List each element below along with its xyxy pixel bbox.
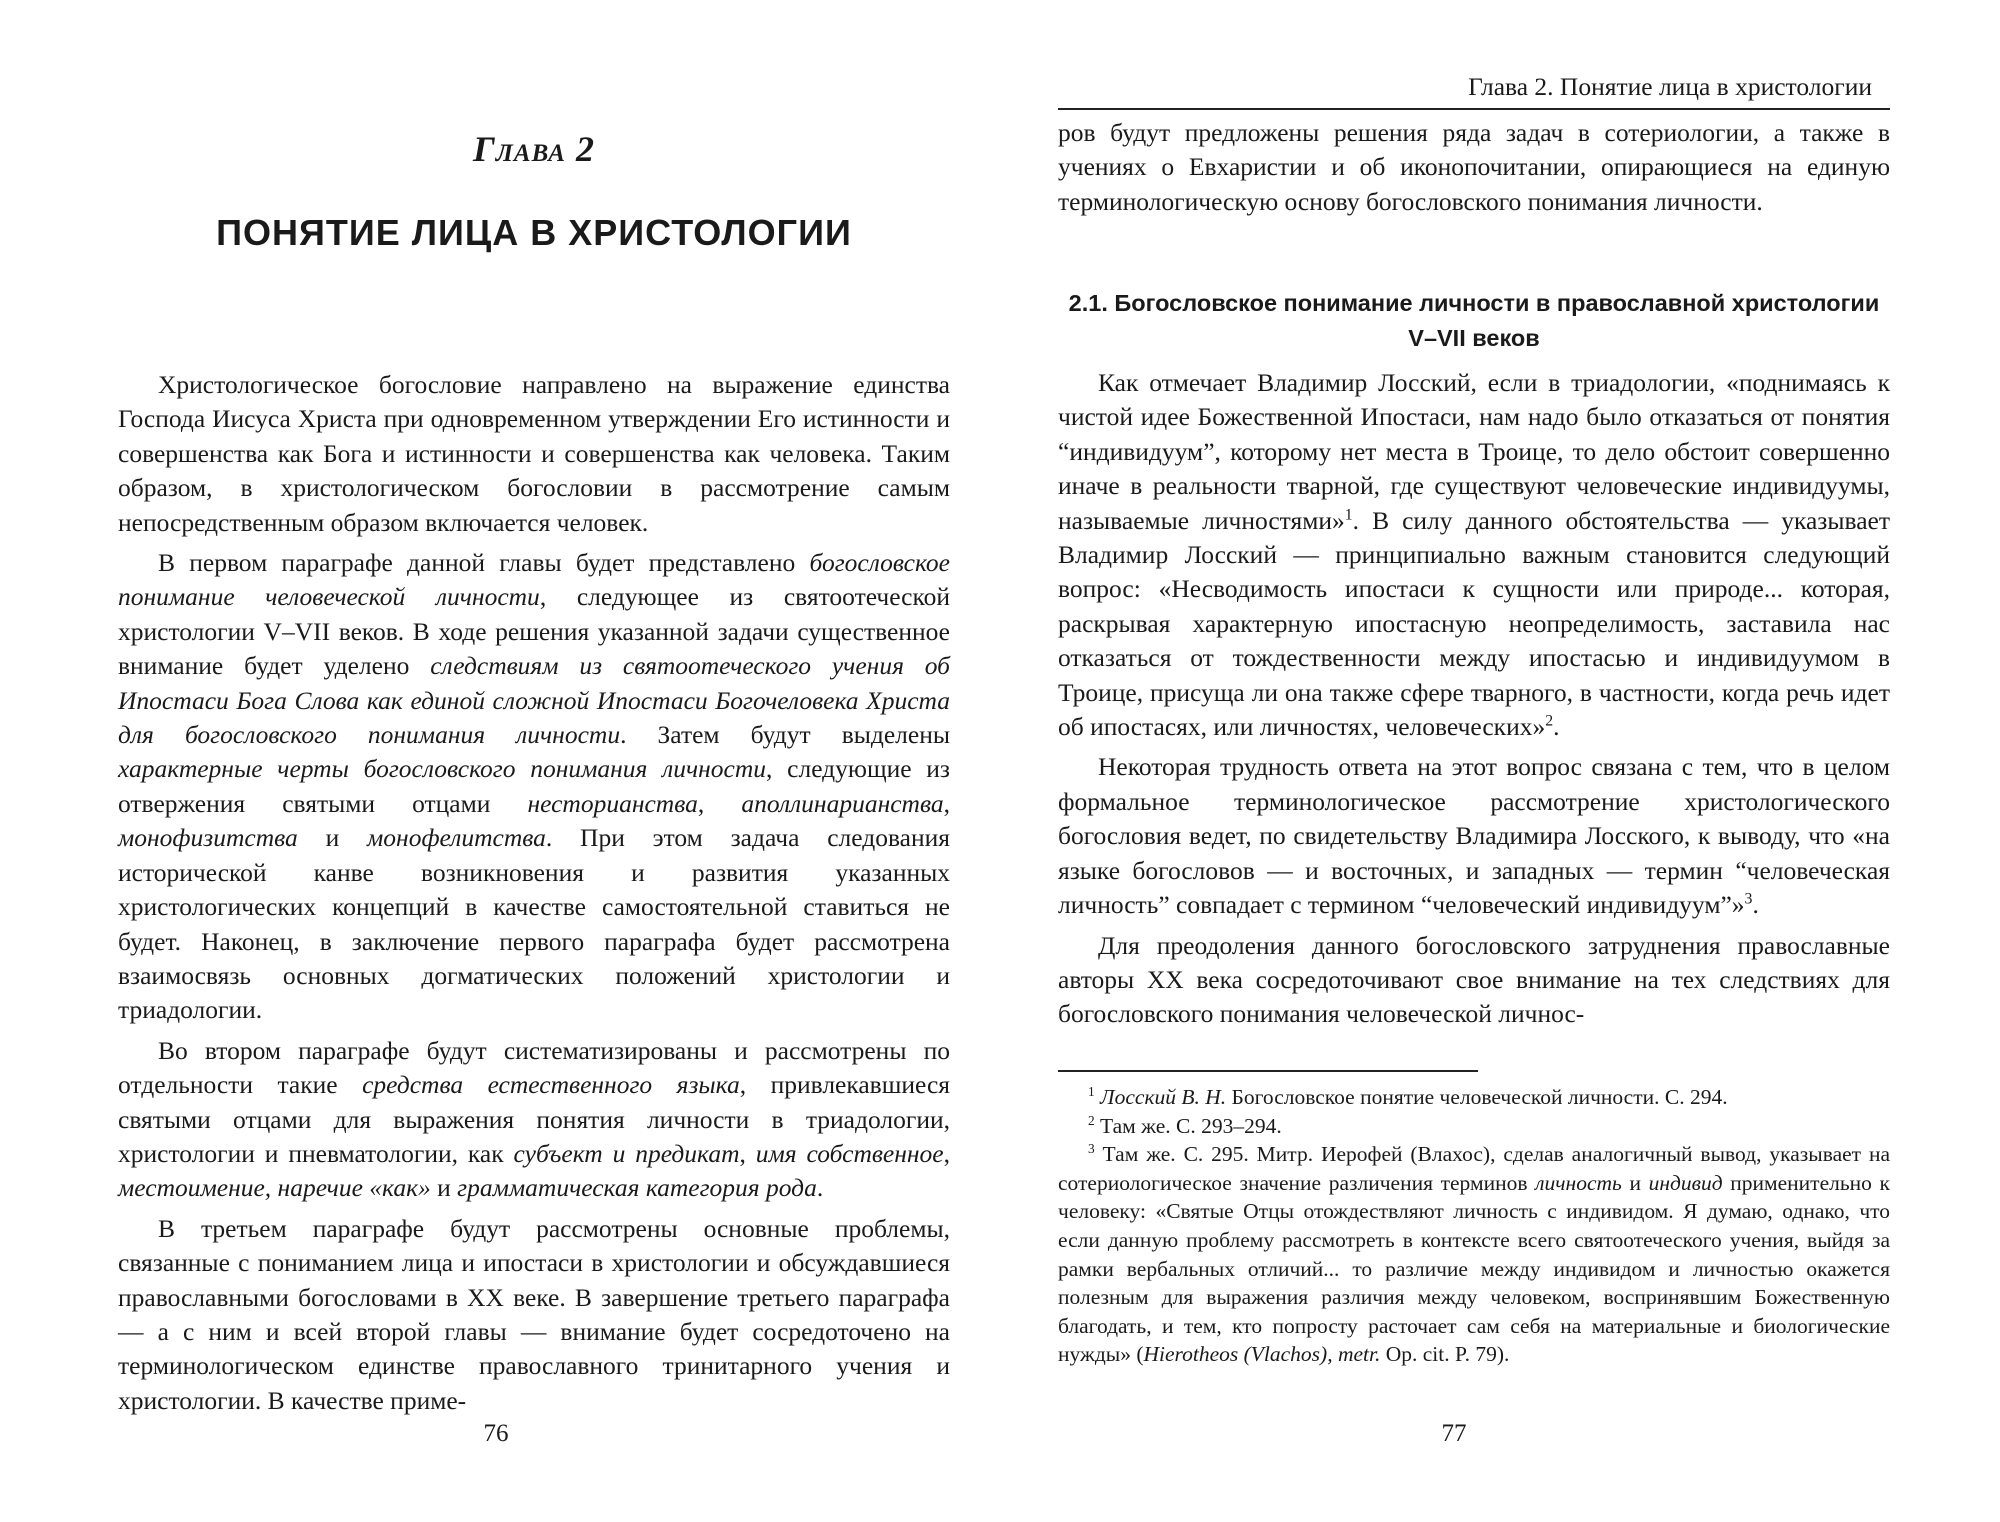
chapter-label: Глава 2	[473, 129, 595, 169]
text-run: .	[816, 1173, 824, 1203]
footnote-marker: 3	[1744, 890, 1753, 908]
footnotes	[1058, 1083, 1890, 1369]
italic-text: местоимение, наречие «как»	[118, 1173, 431, 1203]
text-run: ,	[943, 788, 950, 818]
italic-text: личность	[1535, 1170, 1622, 1195]
body-paragraph	[1058, 366, 1890, 744]
text-run: Некоторая трудность ответа на этот вопрос связана с тем, что в целом формальное терминологическое рассмотрение христологического богословия ведет, по свидетельству Владимира Лосского, к выводу, что «на языке богословов — и восточных, и западных — термин “человеческая личность” совпадает с термином “человеческий индивидуум”»	[1058, 752, 1890, 920]
text-run: Для преодоления данного богословского затруднения православные авторы XX века сосредоточивают свое внимание на тех следствиях для богословского понимания человеческой личнос-	[1058, 930, 1890, 1029]
text-run: Там же. С. 295. Митр. Иерофей (Влахос), сделав аналогичный вывод, указывает на сотериологическое значение различения терминов	[1058, 1142, 1890, 1195]
text-run: , привлекавшиеся святыми отцами для выражения понятия личности в триадологии, христологии и пневматологии, как	[118, 1070, 951, 1168]
text-run: и	[430, 1173, 458, 1203]
text-run: . При этом задача следования исторической канве возникновения и развития указанных христологических концепций в качестве самостоятельной ставиться не будет. Наконец, в заключение первого параграфа будет рассмотрена взаимосвязь основных догматических положений христологии и триадологии.	[118, 823, 950, 1025]
italic-text: аполлинарианства	[741, 788, 944, 818]
italic-text: монофизитства	[118, 823, 298, 853]
chapter-title: ПОНЯТИЕ ЛИЦА В ХРИСТОЛОГИИ	[216, 212, 852, 253]
continuation-paragraph	[1058, 116, 1890, 219]
body-paragraph	[118, 368, 950, 540]
text-run: .	[1752, 890, 1759, 920]
footnote	[1058, 1112, 1890, 1141]
text-run: ,	[739, 1138, 756, 1168]
italic-text: следствиям из святоотеческого учения об Ипостаси Бога Слова как единой сложной Ипостаси Богочеловека Христа для богословского понимания личности	[118, 651, 950, 750]
text-run: Там же. С. 293–294.	[1094, 1113, 1282, 1138]
section-heading: 2.1. Богословское понимание личности в православной христологии V–VII веков	[1068, 290, 1880, 351]
footnote-marker: 3	[1088, 1141, 1095, 1157]
italic-text: средства естественного языка	[362, 1070, 740, 1100]
left-body-text	[118, 368, 950, 1424]
text-run: Во втором параграфе будут систематизированы и рассмотрены по отдельности такие	[118, 1035, 950, 1100]
footnote-marker: 1	[1344, 506, 1353, 524]
italic-text: монофелитства	[367, 823, 546, 853]
footnote-marker: 2	[1545, 712, 1554, 730]
italic-text: Лосский В. Н.	[1100, 1085, 1227, 1109]
right-body-text	[1058, 366, 1890, 1038]
text-run: .	[1553, 712, 1560, 742]
italic-text: несторианства	[527, 788, 698, 818]
text-run: Как отмечает Владимир Лосский, если в триадологии, «поднимаясь к чистой идее Божественной Ипостаси, нам надо было отказаться от понятия “индивидуум”, которому нет места в Троице, то дело обстоит совершенно иначе в реальности тварной, где существуют человеческие индивидуумы, называемые личностями»	[1058, 368, 1890, 535]
italic-text: богословское понимание человеческой личности	[118, 548, 950, 612]
text-run: применительно к человеку: «Святые Отцы отождествляют личность с индивидом. Я думаю, однако, что если данную проблему рассмотреть в контексте всего святоотеческого учения, выйдя за рамки вербальных отличий... то различие между индивидом и личностью окажется полезным для выражения различия между человеком, воспринявшим Божественную благодать, и тем, кто попросту расточает сам себя на материальные и биологические нужды» (	[1058, 1170, 1890, 1367]
text-run: Христологическое богословие направлено на выражение единства Господа Иисуса Христа при одновременном утверждении Его истинности и совершенства как Бога и истинности и совершенства как человека. Таким образом, в христологическом богословии в рассмотрение самым непосредственным образом включается человек.	[118, 370, 950, 537]
footnote	[1058, 1083, 1890, 1112]
running-head: Глава 2. Понятие лица в христологии	[1468, 72, 1872, 101]
page-number: 77	[1441, 1420, 1467, 1447]
text-run: и	[1621, 1170, 1649, 1195]
body-paragraph	[118, 1034, 950, 1206]
body-paragraph	[118, 546, 950, 1028]
text-run: , следующие из отвержения святыми отцами	[118, 754, 950, 818]
header-rule	[1058, 108, 1890, 110]
footnote-marker: 1	[1088, 1083, 1095, 1099]
italic-text: Hierotheos (Vlachos), metr.	[1143, 1342, 1381, 1367]
page-number: 76	[483, 1420, 509, 1447]
body-paragraph	[1058, 929, 1890, 1032]
italic-text: индивид	[1648, 1170, 1723, 1195]
text-run: , следующее из святоотеческой христологии V–VII веков. В ходе решения указанной задачи существенное внимание будет уделено	[118, 582, 950, 681]
right-body-continuation	[1058, 116, 1890, 225]
footnote-rule	[1058, 1070, 1478, 1072]
italic-text: грамматическая категория рода	[457, 1173, 817, 1203]
italic-text: имя собственное	[755, 1138, 944, 1168]
italic-text: субъект и предикат	[513, 1138, 740, 1168]
footnote-marker: 2	[1088, 1112, 1095, 1128]
footnote	[1058, 1140, 1890, 1369]
body-paragraph	[1058, 750, 1890, 922]
text-run: . В силу данного обстоятельства — указывает Владимир Лосский — принципиально важным становится следующий вопрос: «Несводимость ипостаси к сущности или природе... которая, раскрывая характерную ипостасную неопределимость, заставила нас отказаться от тождественности между ипостасью и индивидуумом в Троице, присуща ли она также сфере тварного, в частности, когда речь идет об ипостасях, или личностях, человеческих»	[1058, 505, 1890, 742]
text-run: Богословское понятие человеческой личности. С. 294.	[1226, 1085, 1728, 1109]
text-run: . Затем будут выделены	[620, 720, 950, 750]
text-run: Op. cit. P. 79).	[1380, 1342, 1510, 1367]
text-run: В первом параграфе данной главы будет представлено	[158, 548, 810, 578]
italic-text: характерные черты богословского понимания личности	[118, 754, 767, 784]
text-run: ,	[697, 788, 742, 818]
right-page	[1000, 0, 2000, 1522]
body-paragraph	[118, 1212, 950, 1418]
text-run: ,	[943, 1138, 950, 1168]
text-run: В третьем параграфе будут рассмотрены основные проблемы, связанные с пониманием лица и ипостаси в христологии и обсуждавшиеся православными богословами в XX веке. В завершение третьего параграфа — а с ним и всей второй главы — внимание будет сосредоточено на терминологическом единстве православного тринитарного учения и христологии. В качестве приме-	[118, 1213, 950, 1415]
text-run: и	[297, 823, 368, 853]
text-run: ров будут предложены решения ряда задач в сотериологии, а также в учениях о Евхаристии и об иконопочитании, опирающиеся на единую терминологическую основу богословского понимания личности.	[1058, 118, 1890, 216]
